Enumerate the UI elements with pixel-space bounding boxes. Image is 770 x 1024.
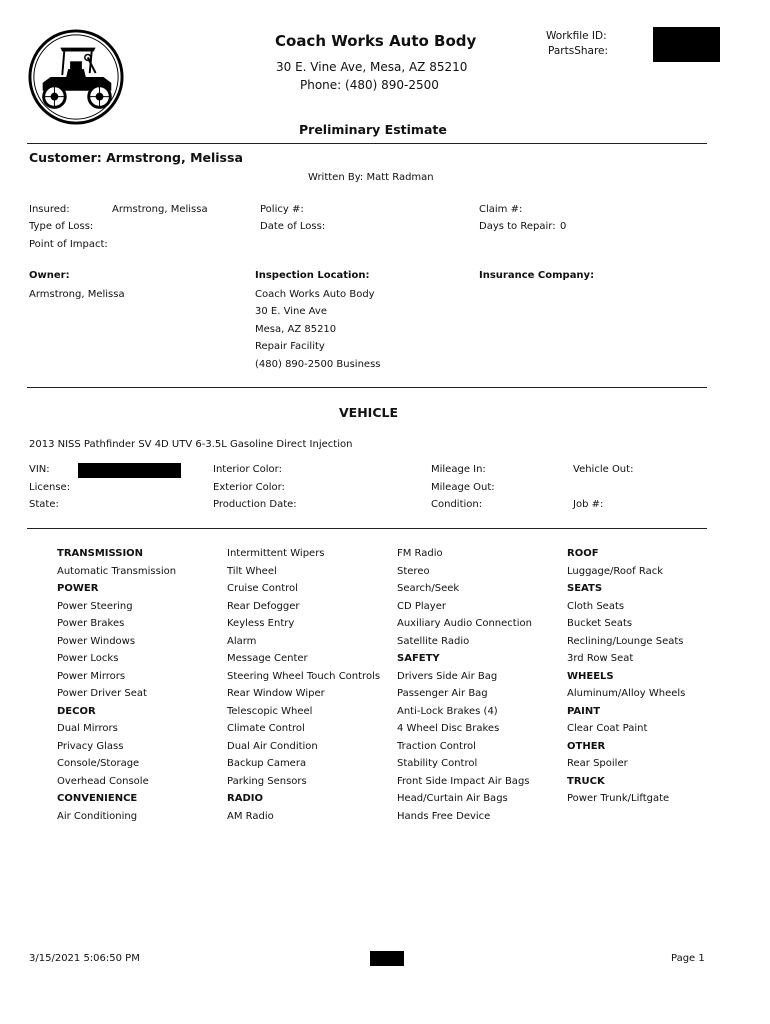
feature-category: WHEELS [567, 670, 614, 682]
insured-label: Insured: [29, 204, 70, 215]
redaction-box [653, 27, 720, 62]
feature-item: Stability Control [397, 758, 478, 769]
feature-item: Telescopic Wheel [227, 705, 313, 717]
feature-item: Reclining/Lounge Seats [567, 635, 684, 647]
written-by: Written By: Matt Radman [308, 172, 434, 183]
condition-label: Condition: [431, 499, 483, 510]
feature-item: Rear Defogger [227, 600, 300, 612]
feature-item: Overhead Console [57, 775, 149, 787]
customer-heading: Customer: Armstrong, Melissa [29, 150, 243, 165]
feature-item: Head/Curtain Air Bags [397, 793, 508, 804]
feature-item: Luggage/Roof Rack [567, 565, 664, 577]
company-name: Coach Works Auto Body [275, 32, 477, 50]
feature-item: Climate Control [227, 723, 305, 734]
feature-category: CONVENIENCE [57, 793, 138, 804]
feature-item: Message Center [227, 653, 308, 664]
owner-label: Owner: [29, 270, 70, 281]
inspection-location-label: Inspection Location: [255, 270, 370, 281]
type-of-loss-label: Type of Loss: [29, 221, 94, 232]
print-timestamp: 3/15/2021 5:06:50 PM [29, 953, 140, 964]
feature-item: Bucket Seats [567, 618, 633, 629]
feature-item: Satellite Radio [397, 635, 470, 647]
production-date-label: Production Date: [213, 499, 297, 510]
state-label: State: [29, 499, 59, 510]
feature-item: Rear Window Wiper [227, 688, 325, 699]
feature-item: Alarm [227, 635, 257, 647]
feature-item: Power Windows [57, 635, 136, 647]
vehicle-section-title: VEHICLE [339, 405, 399, 420]
inspection-line: 30 E. Vine Ave [255, 306, 327, 317]
vehicle-out-label: Vehicle Out: [573, 464, 634, 475]
feature-category: DECOR [57, 705, 96, 717]
feature-item: Dual Mirrors [57, 723, 118, 734]
feature-category: TRANSMISSION [57, 548, 144, 559]
feature-item: Rear Spoiler [567, 758, 628, 769]
feature-item: Power Mirrors [57, 670, 126, 682]
date-of-loss-label: Date of Loss: [260, 221, 326, 232]
feature-item: CD Player [397, 600, 446, 612]
feature-item: Privacy Glass [57, 740, 124, 752]
workfile-id-label: Workfile ID: [546, 30, 607, 42]
feature-item: Hands Free Device [397, 810, 491, 822]
divider [27, 143, 707, 144]
vin-label: VIN: [29, 464, 50, 475]
feature-item: Anti-Lock Brakes (4) [397, 705, 498, 717]
company-address: 30 E. Vine Ave, Mesa, AZ 85210 [276, 60, 468, 74]
point-of-impact-label: Point of Impact: [29, 239, 108, 250]
feature-item: Power Driver Seat [57, 688, 147, 699]
inspection-line: (480) 890-2500 Business [255, 359, 381, 370]
insurance-company-label: Insurance Company: [479, 270, 595, 281]
feature-category: TRUCK [567, 775, 605, 787]
owner-name: Armstrong, Melissa [29, 289, 125, 300]
feature-category: PAINT [567, 705, 601, 717]
divider [27, 528, 707, 529]
feature-item: Aluminum/Alloy Wheels [567, 688, 686, 699]
feature-item: AM Radio [227, 810, 274, 822]
job-number-label: Job #: [573, 499, 604, 510]
mileage-out-label: Mileage Out: [431, 482, 495, 493]
feature-category: OTHER [567, 740, 606, 752]
feature-category: RADIO [227, 793, 263, 804]
feature-category: ROOF [567, 548, 599, 559]
days-to-repair-label: Days to Repair: [479, 221, 556, 232]
feature-item: Cruise Control [227, 583, 298, 594]
feature-category: SEATS [567, 583, 603, 594]
feature-item: Power Trunk/Liftgate [567, 793, 670, 804]
feature-item: Stereo [397, 565, 430, 577]
mileage-in-label: Mileage In: [431, 464, 486, 475]
feature-item: Tilt Wheel [227, 565, 277, 577]
claim-label: Claim #: [479, 204, 523, 215]
feature-item: Backup Camera [227, 758, 307, 769]
feature-item: Front Side Impact Air Bags [397, 775, 530, 787]
feature-item: 3rd Row Seat [567, 653, 634, 664]
feature-item: 4 Wheel Disc Brakes [397, 723, 500, 734]
company-logo [27, 28, 125, 126]
feature-item: Parking Sensors [227, 775, 307, 787]
feature-item: Air Conditioning [57, 810, 138, 822]
feature-category: SAFETY [397, 653, 440, 664]
page-number: Page 1 [671, 953, 705, 964]
feature-item: Drivers Side Air Bag [397, 670, 498, 682]
feature-item: Intermittent Wipers [227, 548, 325, 559]
days-to-repair-value: 0 [560, 221, 567, 232]
exterior-color-label: Exterior Color: [213, 482, 285, 493]
feature-item: Passenger Air Bag [397, 688, 488, 699]
feature-item: FM Radio [397, 548, 443, 559]
vin-redaction [78, 463, 181, 478]
vehicle-description: 2013 NISS Pathfinder SV 4D UTV 6-3.5L Gasoline Direct Injection [29, 439, 353, 450]
company-phone: Phone: (480) 890-2500 [300, 78, 439, 92]
feature-item: Console/Storage [57, 758, 140, 769]
license-label: License: [29, 482, 71, 493]
inspection-line: Coach Works Auto Body [255, 289, 375, 300]
document-title: Preliminary Estimate [299, 122, 447, 137]
feature-item: Steering Wheel Touch Controls [227, 670, 381, 682]
policy-label: Policy #: [260, 204, 304, 215]
feature-item: Auxiliary Audio Connection [397, 618, 532, 629]
inspection-line: Mesa, AZ 85210 [255, 324, 337, 335]
feature-item: Power Brakes [57, 618, 125, 629]
partsshare-label: PartsShare: [548, 45, 609, 57]
feature-item: Dual Air Condition [227, 740, 318, 752]
divider [27, 387, 707, 388]
feature-item: Power Locks [57, 653, 119, 664]
insured-value: Armstrong, Melissa [112, 204, 208, 215]
feature-item: Automatic Transmission [57, 565, 177, 577]
interior-color-label: Interior Color: [213, 464, 282, 475]
footer-redaction [370, 951, 404, 966]
feature-category: POWER [57, 583, 99, 594]
feature-item: Clear Coat Paint [567, 723, 648, 734]
feature-item: Keyless Entry [227, 618, 295, 629]
feature-item: Cloth Seats [567, 600, 625, 612]
inspection-line: Repair Facility [255, 341, 325, 352]
feature-item: Traction Control [397, 740, 476, 752]
feature-item: Power Steering [57, 600, 133, 612]
feature-item: Search/Seek [397, 583, 460, 594]
